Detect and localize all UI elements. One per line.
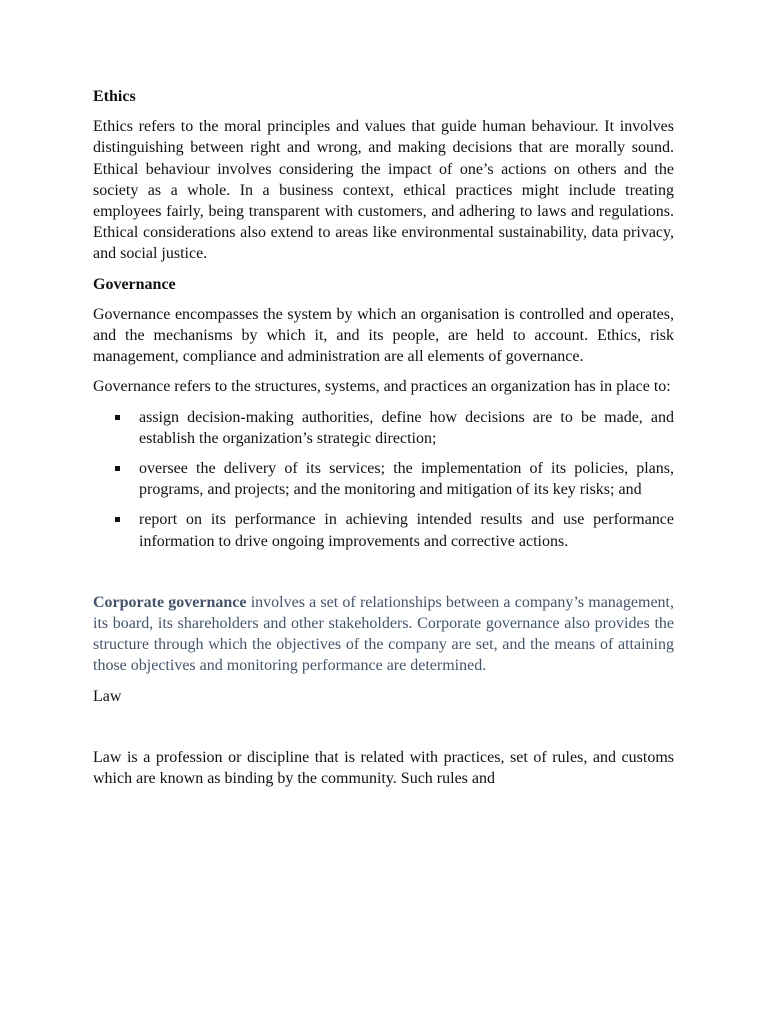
list-item	[93, 407, 674, 449]
square-bullet-icon	[115, 517, 120, 522]
document-page	[93, 86, 674, 798]
governance-heading: Governance	[93, 275, 176, 293]
corporate-governance-text: involves a set of relationships between a company’s management, its board, its shareholders and other stakeholders. Corporate governance also provides the structure through which the objectives of the company are set, and the means of attaining those objectives and monitoring performance are determined.	[93, 593, 674, 675]
corporate-governance-term: Corporate governance	[93, 593, 247, 611]
ethics-paragraph: Ethics refers to the moral principles and values that guide human behaviour. It involves distinguishing between right and wrong, and making decisions that are morally sound. Ethical behaviour involves considering the impact of one’s actions on others and the society as a whole. In a business context, ethical practices might include treating employees fairly, being transparent with customers, and adhering to laws and regulations. Ethical considerations also extend to areas like environmental sustainability, data privacy, and social justice.	[93, 118, 674, 263]
list-item-text: assign decision-making authorities, define how decisions are to be made, and establish the organization’s strategic direction;	[139, 408, 674, 447]
square-bullet-icon	[115, 466, 120, 471]
governance-paragraph-2: Governance refers to the structures, systems, and practices an organization has in place to:	[93, 378, 671, 396]
law-label: Law	[93, 687, 122, 705]
square-bullet-icon	[115, 415, 120, 420]
list-item	[93, 509, 674, 551]
list-item	[93, 458, 674, 500]
governance-bullet-list	[93, 407, 674, 552]
governance-paragraph-1: Governance encompasses the system by which an organisation is controlled and operates, and the mechanisms by which it, and its people, are held to account. Ethics, risk management, compliance and administration are all elements of governance.	[93, 305, 674, 366]
list-item-text: report on its performance in achieving intended results and use performance information to drive ongoing improvements and corrective actions.	[139, 511, 674, 550]
law-paragraph: Law is a profession or discipline that is related with practices, set of rules, and customs which are known as binding by the community. Such rules and	[93, 748, 674, 788]
ethics-heading: Ethics	[93, 88, 136, 105]
corporate-governance-paragraph	[93, 592, 674, 677]
list-item-text: oversee the delivery of its services; the implementation of its policies, plans, programs, and projects; and the monitoring and mitigation of its key risks; and	[139, 460, 674, 499]
